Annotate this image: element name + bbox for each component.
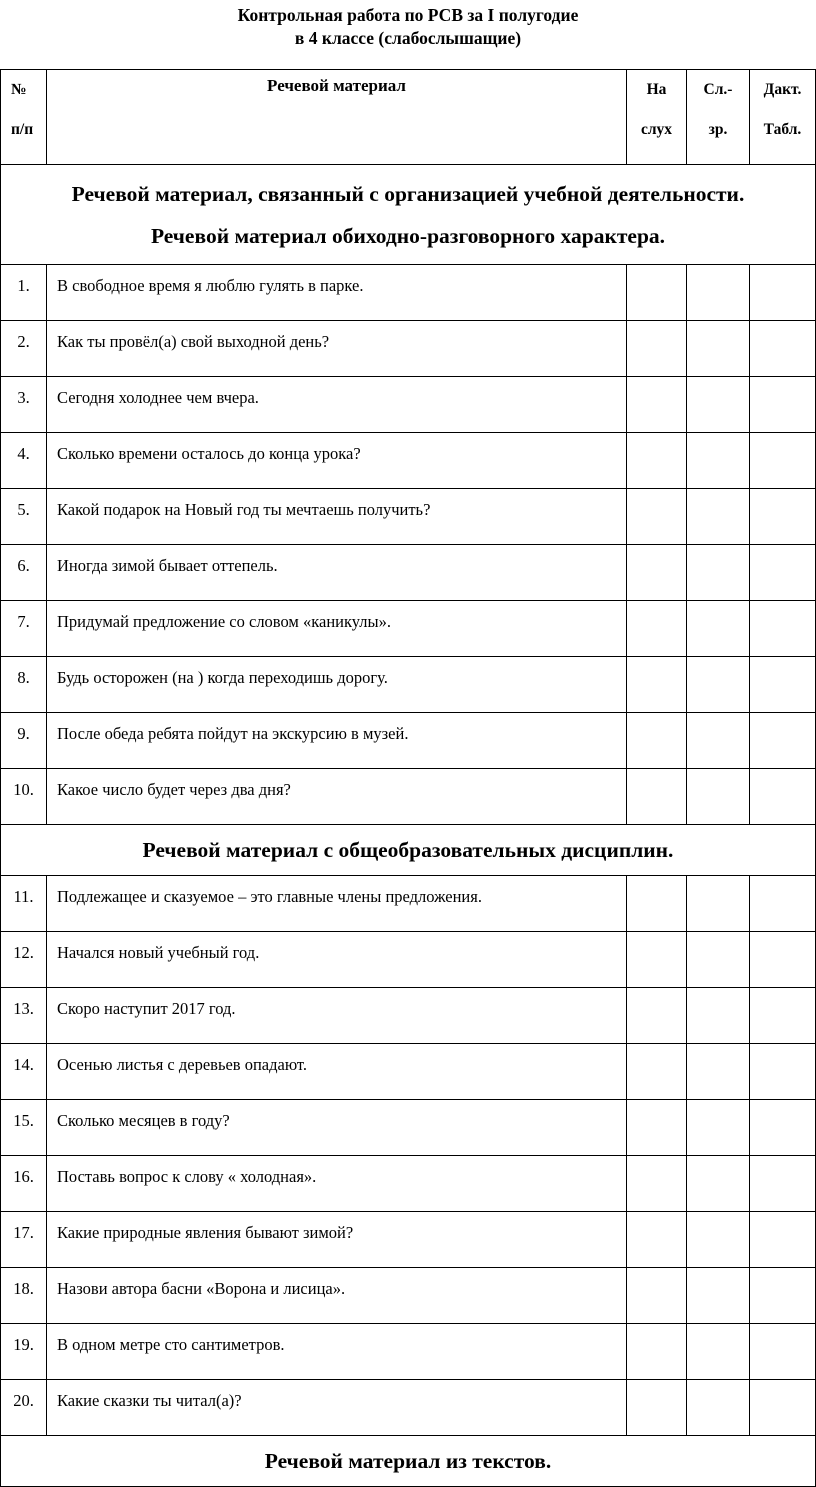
- table-row: [1, 545, 816, 601]
- row-text: В одном метре сто сантиметров.: [47, 1324, 627, 1380]
- section-title: [1, 165, 816, 265]
- table-row: [1, 1380, 816, 1436]
- row-text: Подлежащее и сказуемое – это главные члены предложения.: [47, 876, 627, 932]
- cell-sl-zr: [687, 545, 750, 601]
- row-text: Какие природные явления бывают зимой?: [47, 1212, 627, 1268]
- header-number-line1: №: [11, 81, 27, 98]
- cell-sl-zr: [687, 988, 750, 1044]
- cell-sl-zr: [687, 657, 750, 713]
- section-title: [1, 1436, 816, 1487]
- section-header-row: [1, 1436, 816, 1487]
- row-number: 2.: [1, 321, 47, 377]
- row-text: Сегодня холоднее чем вчера.: [47, 377, 627, 433]
- row-number: 20.: [1, 1380, 47, 1436]
- table-row: [1, 657, 816, 713]
- row-number: 11.: [1, 876, 47, 932]
- row-text: В свободное время я люблю гулять в парке.: [47, 265, 627, 321]
- cell-na-slukh: [627, 1100, 687, 1156]
- cell-sl-zr: [687, 876, 750, 932]
- cell-na-slukh: [627, 321, 687, 377]
- row-number: 19.: [1, 1324, 47, 1380]
- table-row: [1, 433, 816, 489]
- cell-dakt-tabl: [750, 1380, 816, 1436]
- table-row: [1, 1212, 816, 1268]
- cell-dakt-tabl: [750, 876, 816, 932]
- header-dakt-tabl: [750, 70, 816, 165]
- section-title-line2: Речевой материал обиходно-разговорного характера.: [150, 223, 666, 248]
- row-number: 12.: [1, 932, 47, 988]
- row-number: 8.: [1, 657, 47, 713]
- cell-na-slukh: [627, 1044, 687, 1100]
- header-dakt-line2: Табл.: [763, 121, 802, 138]
- header-na-line2: слух: [640, 121, 673, 138]
- cell-na-slukh: [627, 1324, 687, 1380]
- header-sl-zr: [687, 70, 750, 165]
- cell-na-slukh: [627, 545, 687, 601]
- cell-dakt-tabl: [750, 1324, 816, 1380]
- cell-dakt-tabl: [750, 988, 816, 1044]
- row-number: 14.: [1, 1044, 47, 1100]
- cell-dakt-tabl: [750, 657, 816, 713]
- row-number: 4.: [1, 433, 47, 489]
- cell-dakt-tabl: [750, 545, 816, 601]
- cell-dakt-tabl: [750, 433, 816, 489]
- document-title-line2: в 4 классе (слабослышащие): [294, 28, 522, 48]
- cell-dakt-tabl: [750, 713, 816, 769]
- section-title-line1: Речевой материал из текстов.: [264, 1449, 552, 1473]
- header-number-line2: п/п: [11, 121, 34, 138]
- cell-sl-zr: [687, 433, 750, 489]
- row-text: Какой подарок на Новый год ты мечтаешь получить?: [47, 489, 627, 545]
- row-number: 16.: [1, 1156, 47, 1212]
- cell-na-slukh: [627, 769, 687, 825]
- cell-sl-zr: [687, 265, 750, 321]
- row-text: Поставь вопрос к слову « холодная».: [47, 1156, 627, 1212]
- cell-dakt-tabl: [750, 1212, 816, 1268]
- table-row: [1, 932, 816, 988]
- header-sl-line1: Сл.-: [703, 81, 733, 98]
- row-text: После обеда ребята пойдут на экскурсию в музей.: [47, 713, 627, 769]
- row-text: Назови автора басни «Ворона и лисица».: [47, 1268, 627, 1324]
- table-row: [1, 1324, 816, 1380]
- cell-dakt-tabl: [750, 1268, 816, 1324]
- section-title: [1, 825, 816, 876]
- row-text: Иногда зимой бывает оттепель.: [47, 545, 627, 601]
- document-title-line1: Контрольная работа по РСВ за I полугодие: [237, 5, 579, 25]
- table-row: [1, 769, 816, 825]
- cell-sl-zr: [687, 601, 750, 657]
- cell-sl-zr: [687, 1268, 750, 1324]
- section-title-line1: Речевой материал с общеобразовательных дисциплин.: [142, 838, 674, 862]
- row-number: 10.: [1, 769, 47, 825]
- cell-sl-zr: [687, 769, 750, 825]
- speech-material-table: [0, 69, 816, 1487]
- cell-na-slukh: [627, 1156, 687, 1212]
- row-text: Начался новый учебный год.: [47, 932, 627, 988]
- cell-dakt-tabl: [750, 321, 816, 377]
- cell-sl-zr: [687, 377, 750, 433]
- row-number: 1.: [1, 265, 47, 321]
- row-number: 3.: [1, 377, 47, 433]
- row-number: 7.: [1, 601, 47, 657]
- cell-sl-zr: [687, 932, 750, 988]
- cell-dakt-tabl: [750, 1100, 816, 1156]
- header-number: [1, 70, 47, 165]
- cell-na-slukh: [627, 265, 687, 321]
- row-number: 15.: [1, 1100, 47, 1156]
- header-material: Речевой материал: [47, 70, 627, 165]
- header-sl-line2: зр.: [708, 121, 728, 138]
- row-text: Какие сказки ты читал(а)?: [47, 1380, 627, 1436]
- cell-sl-zr: [687, 1212, 750, 1268]
- row-number: 5.: [1, 489, 47, 545]
- table-header-row: [1, 70, 816, 165]
- table-row: [1, 1044, 816, 1100]
- cell-sl-zr: [687, 1044, 750, 1100]
- cell-dakt-tabl: [750, 377, 816, 433]
- cell-sl-zr: [687, 1100, 750, 1156]
- table-row: [1, 988, 816, 1044]
- cell-dakt-tabl: [750, 769, 816, 825]
- cell-sl-zr: [687, 1380, 750, 1436]
- cell-na-slukh: [627, 601, 687, 657]
- row-number: 18.: [1, 1268, 47, 1324]
- row-number: 6.: [1, 545, 47, 601]
- cell-na-slukh: [627, 657, 687, 713]
- row-number: 17.: [1, 1212, 47, 1268]
- cell-dakt-tabl: [750, 265, 816, 321]
- table-row: [1, 1268, 816, 1324]
- header-na-slukh: [627, 70, 687, 165]
- table-row: [1, 876, 816, 932]
- cell-na-slukh: [627, 1268, 687, 1324]
- cell-sl-zr: [687, 489, 750, 545]
- cell-na-slukh: [627, 713, 687, 769]
- row-number: 9.: [1, 713, 47, 769]
- cell-na-slukh: [627, 1380, 687, 1436]
- cell-sl-zr: [687, 1156, 750, 1212]
- cell-dakt-tabl: [750, 1156, 816, 1212]
- cell-na-slukh: [627, 1212, 687, 1268]
- cell-na-slukh: [627, 377, 687, 433]
- cell-na-slukh: [627, 988, 687, 1044]
- row-text: Придумай предложение со словом «каникулы».: [47, 601, 627, 657]
- table-row: [1, 377, 816, 433]
- table-row: [1, 1156, 816, 1212]
- table-row: [1, 265, 816, 321]
- cell-sl-zr: [687, 1324, 750, 1380]
- row-text: Будь осторожен (на ) когда переходишь дорогу.: [47, 657, 627, 713]
- cell-dakt-tabl: [750, 489, 816, 545]
- table-row: [1, 1100, 816, 1156]
- table-row: [1, 489, 816, 545]
- row-text: Сколько месяцев в году?: [47, 1100, 627, 1156]
- cell-na-slukh: [627, 433, 687, 489]
- table-row: [1, 713, 816, 769]
- row-text: Сколько времени осталось до конца урока?: [47, 433, 627, 489]
- cell-dakt-tabl: [750, 601, 816, 657]
- cell-dakt-tabl: [750, 932, 816, 988]
- cell-na-slukh: [627, 932, 687, 988]
- section-header-row: [1, 165, 816, 265]
- cell-na-slukh: [627, 876, 687, 932]
- cell-sl-zr: [687, 321, 750, 377]
- header-na-line1: На: [646, 81, 667, 98]
- row-number: 13.: [1, 988, 47, 1044]
- row-text: Осенью листья с деревьев опадают.: [47, 1044, 627, 1100]
- row-text: Какое число будет через два дня?: [47, 769, 627, 825]
- row-text: Как ты провёл(а) свой выходной день?: [47, 321, 627, 377]
- row-text: Скоро наступит 2017 год.: [47, 988, 627, 1044]
- cell-na-slukh: [627, 489, 687, 545]
- cell-sl-zr: [687, 713, 750, 769]
- section-title-line1: Речевой материал, связанный с организацией учебной деятельности.: [71, 181, 745, 206]
- section-header-row: [1, 825, 816, 876]
- table-row: [1, 601, 816, 657]
- header-dakt-line1: Дакт.: [763, 81, 802, 98]
- table-row: [1, 321, 816, 377]
- cell-dakt-tabl: [750, 1044, 816, 1100]
